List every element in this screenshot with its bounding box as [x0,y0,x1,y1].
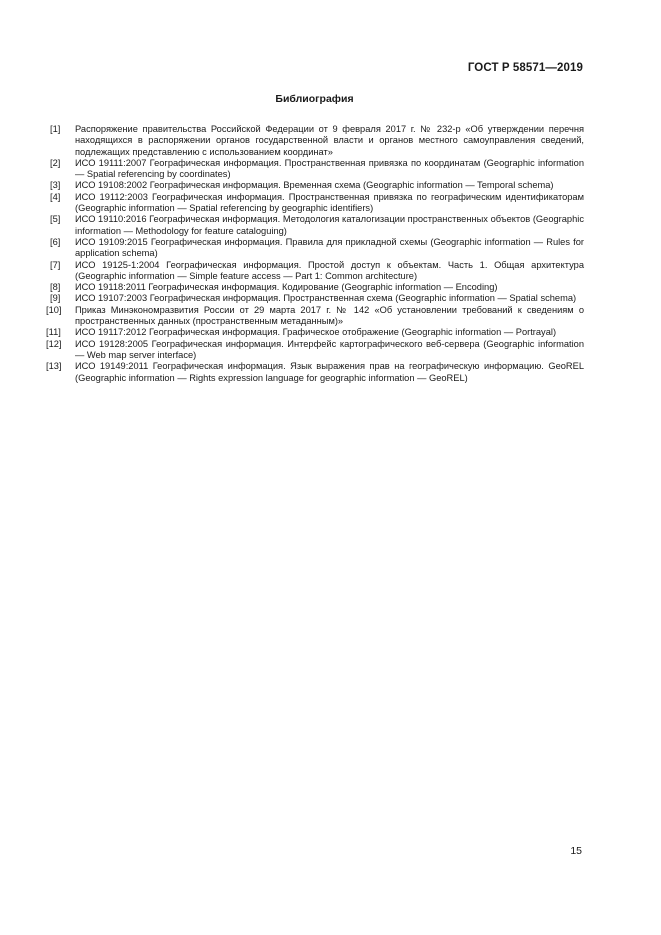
bibliography-item-number: [10] [46,304,62,315]
bibliography-item [44,293,584,304]
bibliography-item-text: ИСО 19118:2011 Географическая информация. Кодирование (Geographic information — Encoding) [75,282,498,293]
bibliography-item-number: [7] [50,259,61,270]
bibliography-item-number: [4] [50,191,61,202]
bibliography-item [44,305,584,328]
bibliography-item-text: Распоряжение правительства Российской Федерации от 9 февраля 2017 г. № 232-р «Об утверждении перечня находящихся в распоряжении органов государственной власти и органов местного самоуправления сведений, подлежащих представлению с использованием координат» [75,124,584,157]
bibliography-item-number: [1] [50,124,61,134]
bibliography-item [44,327,584,338]
bibliography-item-number: [5] [50,214,61,225]
bibliography-item-number: [8] [50,282,61,293]
bibliography-item-text: ИСО 19149:2011 Географическая информация. Язык выражения прав на географическую информацию. GeoREL (Geographic information — Rights expression language for geographic information — GeoREL) [75,361,584,383]
bibliography-item-text: ИСО 19112:2003 Географическая информация. Пространственная привязка по географическим идентификаторам (Geographic information — Spatial referencing by geographic identifiers) [75,191,584,214]
bibliography-item-number: [11] [46,327,61,338]
bibliography-item [44,124,584,158]
bibliography-item-number: [12] [46,338,62,349]
bibliography-item-text: ИСО 19109:2015 Географическая информация. Правила для прикладной схемы (Geographic information — Rules for application schema) [75,236,584,259]
bibliography-item-text: ИСО 19117:2012 Географическая информация. Графическое отображение (Geographic information — Portrayal) [75,327,557,338]
bibliography-item-text: ИСО 19111:2007 Географическая информация. Пространственная привязка по координатам (Geographic information — Spatial referencing by coordinates) [75,157,584,180]
bibliography-item [44,361,584,384]
bibliography-item [44,260,584,283]
bibliography-item-text: ИСО 19107:2003 Географическая информация. Пространственная схема (Geographic information — Spatial schema) [75,293,577,304]
bibliography-list [44,124,584,384]
bibliography-item-text: Приказ Минэкономразвития России от 29 марта 2017 г. № 142 «Об установлении требований к сведениям о пространственных данных (пространственным метаданным)» [75,304,584,327]
bibliography-item [44,339,584,362]
section-title: Библиография [275,93,354,105]
bibliography-item-number: [13] [46,361,62,372]
bibliography-item [44,192,584,215]
bibliography-item-number: [9] [50,293,61,304]
document-standard-code: ГОСТ Р 58571—2019 [467,62,583,74]
bibliography-item [44,180,584,191]
bibliography-item-number: [2] [50,157,61,168]
bibliography-item-text: ИСО 19128:2005 Географическая информация. Интерфейс картографического веб-сервера (Geographic information — Web map server interface) [75,338,584,360]
page-number: 15 [570,845,582,857]
bibliography-item-number: [3] [50,180,61,191]
bibliography-item [44,237,584,260]
bibliography-item [44,214,584,237]
bibliography-item-text: ИСО 19108:2002 Географическая информация. Временная схема (Geographic information — Temporal schema) [75,180,554,191]
bibliography-item [44,158,584,181]
bibliography-item-number: [6] [50,236,61,247]
bibliography-item-text: ИСО 19125-1:2004 Географическая информация. Простой доступ к объектам. Часть 1. Общая архитектура (Geographic information — Simple feature access — Part 1: Common architecture) [75,259,584,281]
bibliography-item [44,282,584,293]
bibliography-item-text: ИСО 19110:2016 Географическая информация. Методология каталогизации пространственных объектов (Geographic information — Methodology for feature cataloguing) [75,214,584,236]
